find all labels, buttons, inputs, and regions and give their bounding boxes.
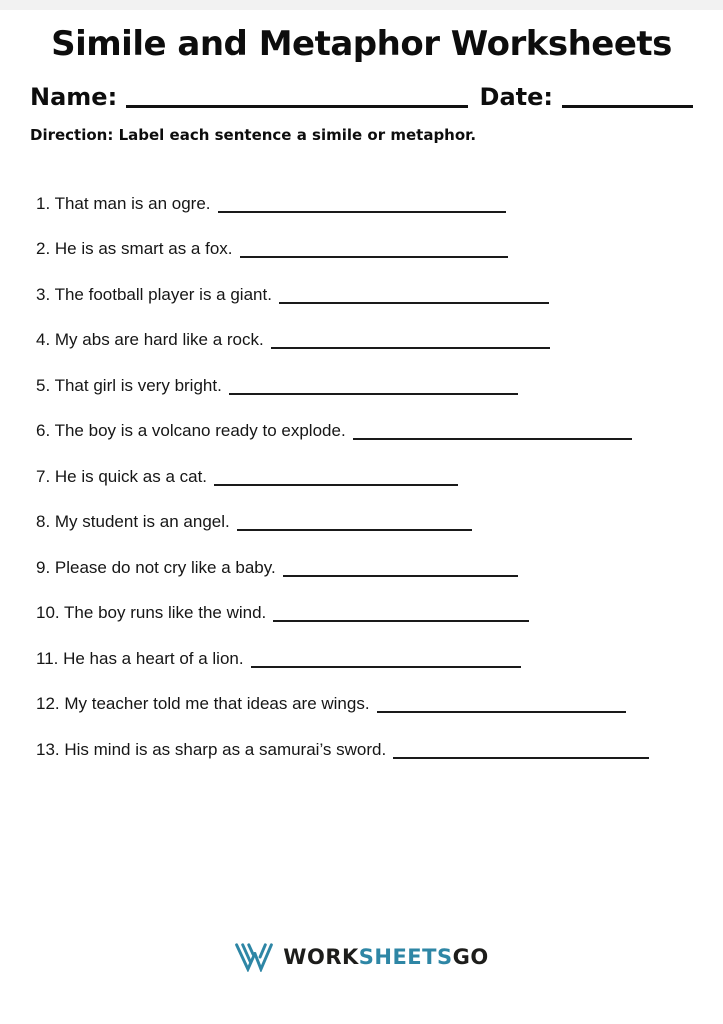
direction-text: Direction: Label each sentence a simile or metaphor. (30, 125, 477, 144)
item-text: 7. He is quick as a cat. (36, 466, 208, 486)
answer-blank[interactable] (218, 199, 506, 213)
answer-blank[interactable] (283, 563, 518, 577)
item-text: 3. The football player is a giant. (36, 284, 272, 304)
list-item (36, 467, 703, 513)
name-label: Name: (30, 83, 118, 111)
date-label: Date: (479, 83, 553, 111)
worksheetsgo-logo (0, 942, 723, 972)
item-text: 13. His mind is as sharp as a samurai’s sword. (36, 739, 387, 759)
answer-blank[interactable] (214, 472, 458, 486)
item-text: 12. My teacher told me that ideas are wings. (36, 694, 370, 714)
answer-blank[interactable] (237, 517, 472, 531)
item-text: 11. He has a heart of a lion. (36, 648, 244, 668)
sentence-list (36, 194, 703, 786)
item-text: 5. That girl is very bright. (36, 375, 222, 395)
list-item (36, 694, 703, 740)
answer-blank[interactable] (240, 244, 508, 258)
list-item (36, 512, 703, 558)
page-title: Simile and Metaphor Worksheets (51, 24, 672, 64)
answer-blank[interactable] (279, 290, 549, 304)
answer-blank[interactable] (251, 654, 521, 668)
list-item (36, 376, 703, 422)
item-text: 2. He is as smart as a fox. (36, 239, 233, 259)
item-text: 9. Please do not cry like a baby. (36, 557, 276, 577)
list-item (36, 603, 703, 649)
logo-wordmark (283, 945, 488, 969)
answer-blank[interactable] (273, 608, 529, 622)
logo-sheets: SHEETS (358, 945, 453, 969)
answer-blank[interactable] (393, 745, 649, 759)
list-item (36, 558, 703, 604)
item-text: 1. That man is an ogre. (36, 193, 211, 213)
item-text: 8. My student is an angel. (36, 512, 230, 532)
name-fill-line[interactable] (126, 105, 467, 108)
logo-work: WORK (283, 945, 359, 969)
item-text: 4. My abs are hard like a rock. (36, 330, 264, 350)
list-item (36, 239, 703, 285)
name-date-row (30, 84, 693, 112)
answer-blank[interactable] (271, 335, 550, 349)
answer-blank[interactable] (377, 699, 626, 713)
worksheetsgo-w-icon (234, 942, 274, 972)
list-item (36, 649, 703, 695)
answer-blank[interactable] (353, 426, 632, 440)
answer-blank[interactable] (229, 381, 518, 395)
list-item (36, 285, 703, 331)
scan-edge-strip (0, 0, 723, 10)
list-item (36, 740, 703, 786)
item-text: 6. The boy is a volcano ready to explode. (36, 421, 346, 441)
list-item (36, 421, 703, 467)
list-item (36, 330, 703, 376)
item-text: 10. The boy runs like the wind. (36, 603, 267, 623)
list-item (36, 194, 703, 240)
logo-go: GO (452, 945, 489, 969)
date-fill-line[interactable] (562, 105, 693, 108)
